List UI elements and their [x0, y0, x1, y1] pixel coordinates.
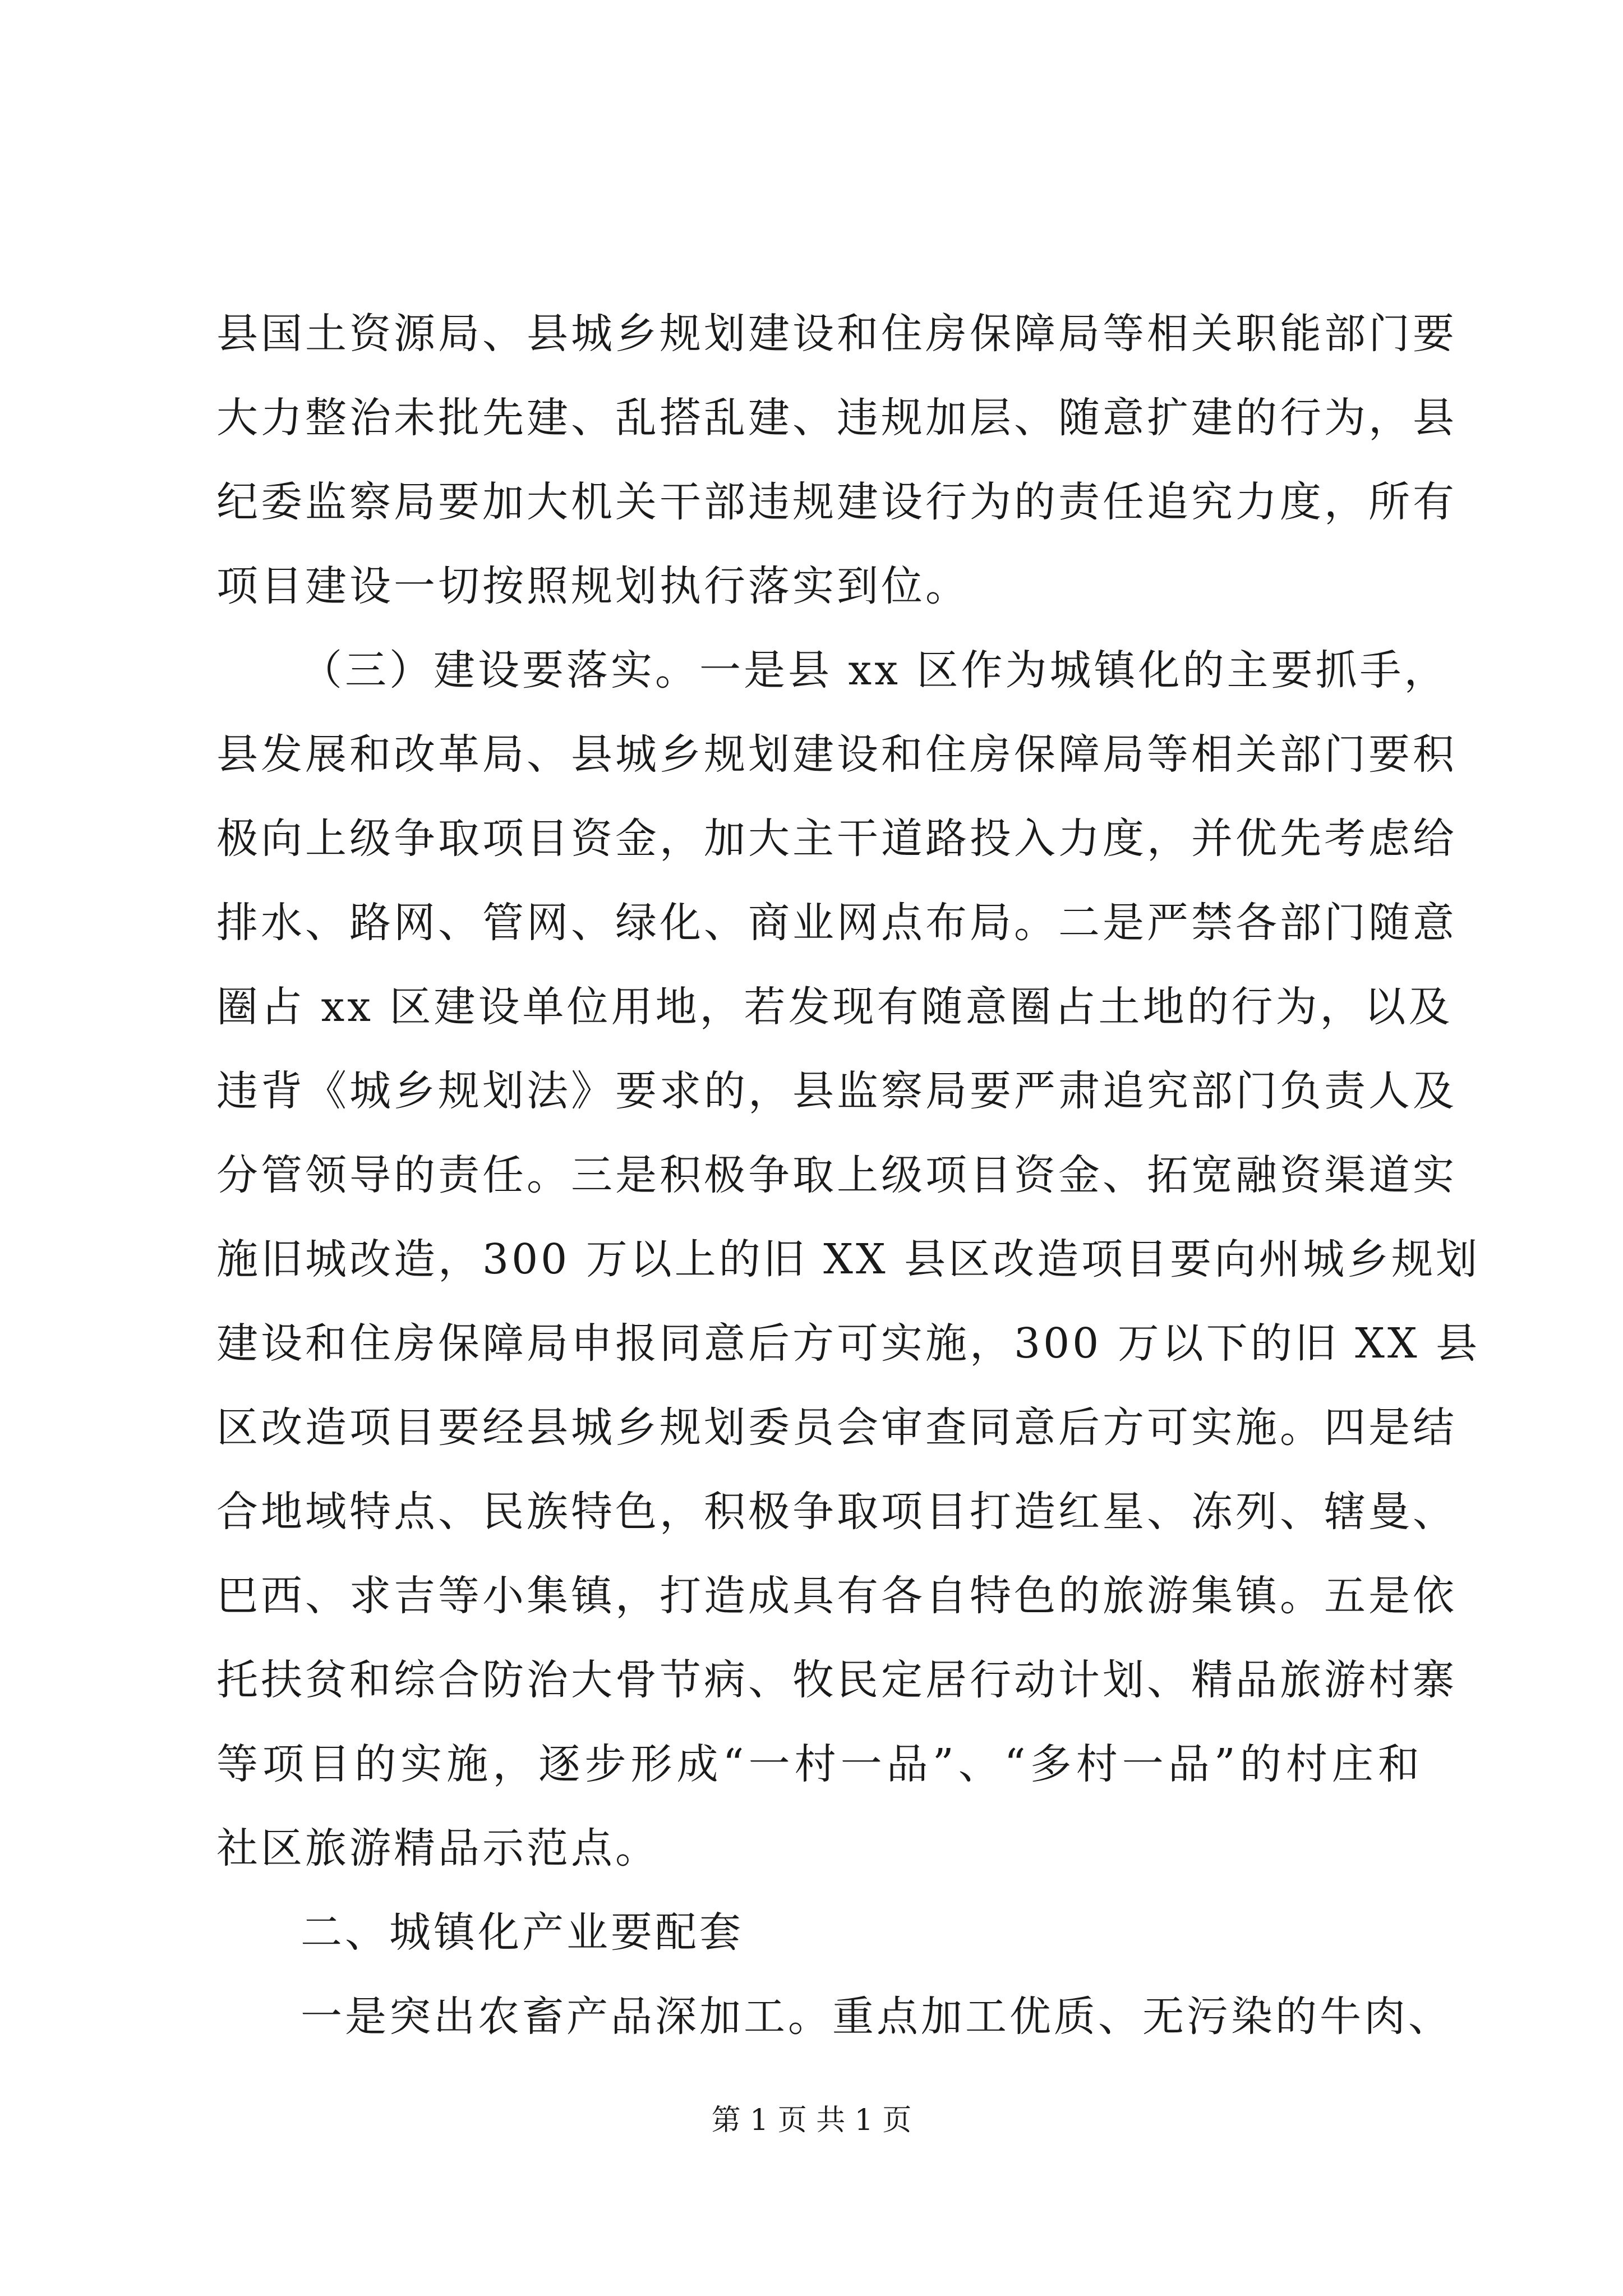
paragraph-line: 合地域特点、民族特色，积极争取项目打造红星、冻列、辖曼、 [216, 1488, 1457, 1536]
paragraph-line: 社区旅游精品示范点。 [216, 1824, 660, 1872]
section-heading-line: （三）建设要落实。一是县 xx 区作为城镇化的主要抓手， [301, 646, 1449, 694]
page-footer: 第 1 页 共 1 页 [711, 2104, 912, 2137]
paragraph-line: 县发展和改革局、县城乡规划建设和住房保障局等相关部门要积 [216, 730, 1457, 779]
paragraph-line: 区改造项目要经县城乡规划委员会审查同意后方可实施。四是结 [216, 1404, 1457, 1452]
paragraph-line: 巴西、求吉等小集镇，打造成具有各自特色的旅游集镇。五是依 [216, 1572, 1457, 1620]
paragraph-line: 违背《城乡规划法》要求的，县监察局要严肃追究部门负责人及 [216, 1067, 1457, 1115]
paragraph-line: 极向上级争取项目资金，加大主干道路投入力度，并优先考虑给 [216, 815, 1457, 863]
paragraph-line: 纪委监察局要加大机关干部违规建设行为的责任追究力度，所有 [216, 478, 1457, 526]
paragraph-line: 项目建设一切按照规划执行落实到位。 [216, 562, 970, 610]
section-heading: 二、城镇化产业要配套 [301, 1908, 744, 1957]
paragraph-line: 县国土资源局、县城乡规划建设和住房保障局等相关职能部门要 [216, 310, 1457, 358]
paragraph-line: 施旧城改造，300 万以上的旧 XX 县区改造项目要向州城乡规划 [216, 1235, 1481, 1283]
paragraph-line: 建设和住房保障局申报同意后方可实施，300 万以下的旧 XX 县 [216, 1319, 1481, 1368]
paragraph-line: 等项目的实施，逐步形成“一村一品”、“多村一品”的村庄和 [216, 1740, 1422, 1788]
paragraph-line: 一是突出农畜产品深加工。重点加工优质、无污染的牛肉、 [301, 1993, 1453, 2041]
paragraph-line: 排水、路网、管网、绿化、商业网点布局。二是严禁各部门随意 [216, 899, 1457, 947]
paragraph-line: 托扶贫和综合防治大骨节病、牧民定居行动计划、精品旅游村寨 [216, 1656, 1457, 1704]
paragraph-line: 圈占 xx 区建设单位用地，若发现有随意圈占土地的行为，以及 [216, 983, 1453, 1031]
document-body [216, 292, 1481, 2059]
paragraph-line: 大力整治未批先建、乱搭乱建、违规加层、随意扩建的行为，县 [216, 394, 1457, 442]
paragraph-line: 分管领导的责任。三是积极争取上级项目资金、拓宽融资渠道实 [216, 1151, 1457, 1199]
